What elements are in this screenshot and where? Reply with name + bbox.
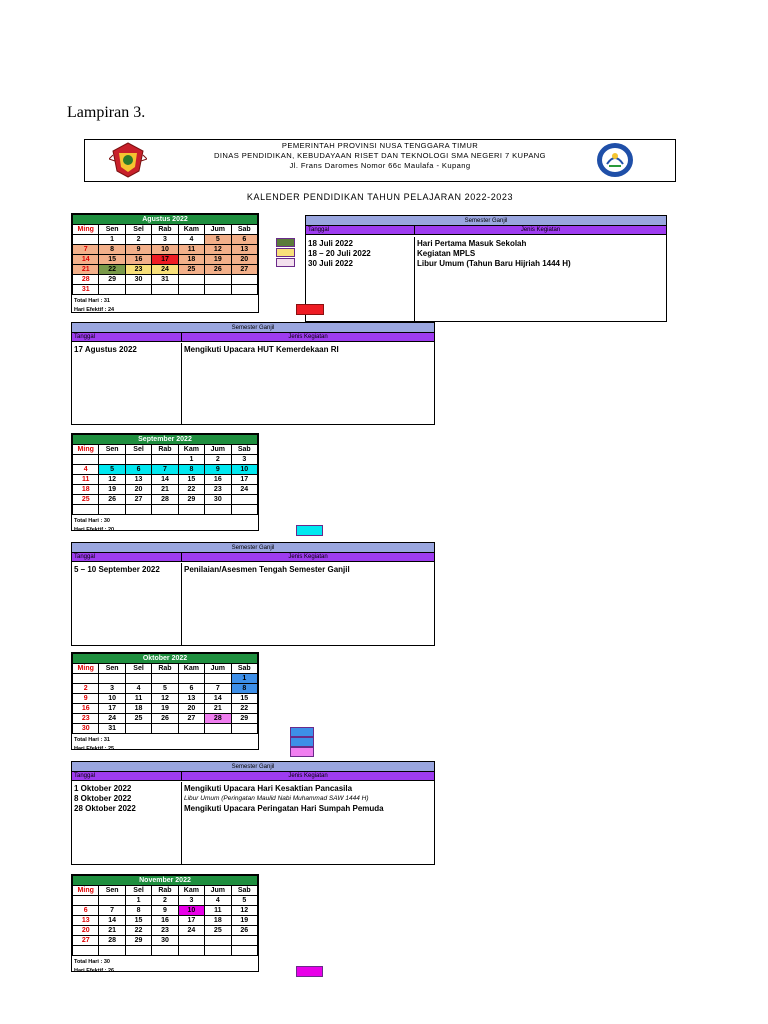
date-cell bbox=[205, 674, 231, 684]
date-cell: 26 bbox=[231, 926, 257, 936]
date-cell: 30 bbox=[73, 724, 99, 734]
date-cell: 9 bbox=[125, 245, 151, 255]
date-cell: 27 bbox=[178, 714, 204, 724]
calendar-oktober-table bbox=[72, 653, 258, 734]
date-cell bbox=[73, 455, 99, 465]
kegiatan-column bbox=[182, 782, 434, 864]
date-cell: 31 bbox=[73, 285, 99, 295]
day-name: Jum bbox=[205, 225, 231, 235]
column-header bbox=[72, 333, 434, 342]
date-cell: 28 bbox=[73, 275, 99, 285]
date-cell-pts: 10 bbox=[231, 465, 257, 475]
date-cell: 18 bbox=[73, 485, 99, 495]
date-cell bbox=[125, 455, 151, 465]
total-hari: Total Hari : 30 bbox=[74, 518, 110, 524]
jenis-header: Jenis Kegiatan bbox=[520, 227, 561, 233]
date-cell: 10 bbox=[99, 694, 125, 704]
date-cell: 20 bbox=[231, 255, 257, 265]
activity-table-september bbox=[71, 542, 435, 646]
day-name: Rab bbox=[152, 664, 178, 674]
date-cell: 20 bbox=[73, 926, 99, 936]
semester-header: Semester Ganjil bbox=[72, 762, 434, 772]
column-header bbox=[72, 553, 434, 562]
hari-efektif: Hari Efektif : 24 bbox=[74, 307, 115, 313]
tanggal-header: Tanggal bbox=[72, 553, 182, 561]
date-cell bbox=[73, 505, 99, 515]
document-title: KALENDER PENDIDIKAN TAHUN PELAJARAN 2022-2023 bbox=[246, 192, 514, 202]
activity-date: 8 Oktober 2022 bbox=[74, 794, 132, 803]
day-name: Rab bbox=[152, 445, 178, 455]
date-cell: 2 bbox=[125, 235, 151, 245]
date-cell: 11 bbox=[178, 245, 204, 255]
date-cell: 31 bbox=[99, 724, 125, 734]
date-cell: 16 bbox=[125, 255, 151, 265]
date-cell: 27 bbox=[73, 936, 99, 946]
date-cell: 22 bbox=[125, 926, 151, 936]
letterhead-line-3: Jl. Frans Daromes Nomor 66c Maulafa - Kupang bbox=[289, 161, 471, 170]
date-cell: 4 bbox=[205, 896, 231, 906]
date-cell: 30 bbox=[125, 275, 151, 285]
day-name: Rab bbox=[152, 886, 178, 896]
date-cell: 17 bbox=[231, 475, 257, 485]
date-cell bbox=[178, 285, 204, 295]
date-cell bbox=[231, 275, 257, 285]
date-cell bbox=[125, 285, 151, 295]
legend-swatch-light bbox=[276, 258, 295, 267]
activity-table-juli bbox=[305, 215, 667, 322]
date-cell: 3 bbox=[178, 896, 204, 906]
date-cell: 7 bbox=[73, 245, 99, 255]
date-cell-event: 28 bbox=[205, 714, 231, 724]
calendar-november-table bbox=[72, 875, 258, 956]
legend-swatch-yellow bbox=[276, 248, 295, 257]
date-cell-holiday: 17 bbox=[152, 255, 178, 265]
date-cell: 11 bbox=[125, 694, 151, 704]
activity-date: 18 Juli 2022 bbox=[308, 239, 353, 248]
date-cell bbox=[205, 936, 231, 946]
date-cell: 21 bbox=[73, 265, 99, 275]
date-cell: 14 bbox=[205, 694, 231, 704]
date-cell: 24 bbox=[178, 926, 204, 936]
date-cell: 15 bbox=[125, 916, 151, 926]
day-name: Jum bbox=[205, 664, 231, 674]
activity-body bbox=[72, 563, 434, 645]
date-cell: 15 bbox=[99, 255, 125, 265]
day-name: Sen bbox=[99, 225, 125, 235]
date-cell bbox=[125, 724, 151, 734]
date-cell: 6 bbox=[73, 906, 99, 916]
calendar-footer bbox=[72, 515, 258, 537]
calendar-footer bbox=[72, 295, 258, 317]
day-name: Sab bbox=[231, 445, 257, 455]
date-cell: 29 bbox=[125, 936, 151, 946]
date-cell: 24 bbox=[231, 485, 257, 495]
date-cell: 6 bbox=[231, 235, 257, 245]
total-hari: Total Hari : 30 bbox=[74, 959, 110, 965]
day-name: Ming bbox=[73, 445, 99, 455]
date-cell-pts: 9 bbox=[205, 465, 231, 475]
activity-date: 30 Juli 2022 bbox=[308, 259, 353, 268]
date-cell bbox=[231, 505, 257, 515]
date-cell: 23 bbox=[205, 485, 231, 495]
date-cell bbox=[152, 724, 178, 734]
legend-swatch-green bbox=[276, 238, 295, 247]
date-cell bbox=[205, 275, 231, 285]
date-cell: 1 bbox=[178, 455, 204, 465]
date-cell bbox=[73, 674, 99, 684]
date-cell: 29 bbox=[231, 714, 257, 724]
lampiran-label: Lampiran 3. bbox=[67, 104, 146, 121]
date-cell bbox=[152, 946, 178, 956]
date-cell: 25 bbox=[178, 265, 204, 275]
month-title: September 2022 bbox=[73, 435, 258, 445]
tanggal-header: Tanggal bbox=[306, 226, 415, 234]
date-cell: 1 bbox=[125, 896, 151, 906]
date-cell: 15 bbox=[231, 694, 257, 704]
date-cell: 18 bbox=[125, 704, 151, 714]
calendar-agustus-table bbox=[72, 214, 258, 295]
date-cell: 8 bbox=[99, 245, 125, 255]
total-hari: Total Hari : 31 bbox=[74, 737, 110, 743]
date-cell: 11 bbox=[73, 475, 99, 485]
date-cell bbox=[152, 505, 178, 515]
calendar-oktober bbox=[71, 652, 259, 750]
date-cell: 3 bbox=[231, 455, 257, 465]
date-cell: 22 bbox=[99, 265, 125, 275]
legend-swatch-cyan bbox=[296, 525, 323, 536]
date-cell bbox=[178, 505, 204, 515]
month-title: Agustus 2022 bbox=[73, 215, 258, 225]
calendar-footer bbox=[72, 956, 258, 978]
day-name: Ming bbox=[73, 664, 99, 674]
column-header bbox=[72, 772, 434, 781]
activity-date: 1 Oktober 2022 bbox=[74, 784, 132, 793]
date-cell: 9 bbox=[152, 906, 178, 916]
date-cell: 25 bbox=[205, 926, 231, 936]
letterhead-line-2: DINAS PENDIDIKAN, KEBUDAYAAN RISET DAN TEKNOLOGI SMA NEGERI 7 KUPANG bbox=[213, 151, 546, 160]
jenis-header: Jenis Kegiatan bbox=[288, 334, 328, 340]
calendar-september-table bbox=[72, 434, 258, 515]
date-cell: 27 bbox=[125, 495, 151, 505]
date-cell: 31 bbox=[152, 275, 178, 285]
date-cell: 4 bbox=[73, 465, 99, 475]
tanggal-header: Tanggal bbox=[72, 333, 182, 341]
date-cell: 7 bbox=[205, 684, 231, 694]
date-cell: 14 bbox=[73, 255, 99, 265]
day-name: Jum bbox=[205, 445, 231, 455]
date-cell: 16 bbox=[205, 475, 231, 485]
date-cell-pts: 5 bbox=[99, 465, 125, 475]
activity-item: Mengikuti Upacara Peringatan Hari Sumpah Pemuda bbox=[184, 804, 384, 813]
date-cell: 21 bbox=[152, 485, 178, 495]
day-name: Sel bbox=[125, 225, 151, 235]
activity-item: Mengikuti Upacara Hari Kesaktian Pancasila bbox=[184, 784, 353, 793]
date-cell: 1 bbox=[99, 235, 125, 245]
date-cell bbox=[178, 946, 204, 956]
date-cell bbox=[73, 235, 99, 245]
date-cell: 24 bbox=[152, 265, 178, 275]
day-name: Sel bbox=[125, 445, 151, 455]
legend-swatch-blue bbox=[290, 727, 314, 737]
date-cell: 25 bbox=[73, 495, 99, 505]
date-cell: 10 bbox=[152, 245, 178, 255]
date-cell: 5 bbox=[205, 235, 231, 245]
date-cell bbox=[205, 505, 231, 515]
activity-date: 28 Oktober 2022 bbox=[74, 804, 136, 813]
date-cell bbox=[99, 285, 125, 295]
legend-swatch-magenta bbox=[296, 966, 323, 977]
date-cell bbox=[231, 495, 257, 505]
semester-header: Semester Ganjil bbox=[306, 216, 666, 226]
date-cell: 28 bbox=[152, 495, 178, 505]
activity-item: Kegiatan MPLS bbox=[417, 249, 476, 258]
date-cell: 20 bbox=[125, 485, 151, 495]
tanggal-header: Tanggal bbox=[72, 772, 182, 780]
activity-item: Libur Umum (Peringatan Maulid Nabi Muhammad SAW 1444 H) bbox=[184, 795, 369, 802]
activity-body bbox=[72, 782, 434, 864]
activity-item: Libur Umum (Tahun Baru Hijriah 1444 H) bbox=[417, 259, 571, 268]
date-cell bbox=[205, 946, 231, 956]
date-cell: 29 bbox=[178, 495, 204, 505]
day-name: Kam bbox=[178, 886, 204, 896]
date-cell: 29 bbox=[99, 275, 125, 285]
jenis-header: Jenis Kegiatan bbox=[288, 554, 328, 560]
date-cell: 2 bbox=[152, 896, 178, 906]
date-cell: 13 bbox=[125, 475, 151, 485]
column-header bbox=[306, 226, 666, 235]
date-cell bbox=[178, 724, 204, 734]
tut-wuri-handayani-logo-icon bbox=[595, 142, 635, 178]
date-column bbox=[72, 563, 182, 645]
date-cell: 18 bbox=[205, 916, 231, 926]
day-name: Kam bbox=[178, 445, 204, 455]
ntt-province-emblem-icon bbox=[109, 141, 147, 179]
date-cell: 12 bbox=[231, 906, 257, 916]
day-name: Sab bbox=[231, 225, 257, 235]
day-name: Sen bbox=[99, 886, 125, 896]
date-cell: 11 bbox=[205, 906, 231, 916]
date-cell: 23 bbox=[73, 714, 99, 724]
day-name: Ming bbox=[73, 886, 99, 896]
date-column bbox=[72, 782, 182, 864]
day-name: Ming bbox=[73, 225, 99, 235]
day-name: Kam bbox=[178, 225, 204, 235]
date-cell bbox=[73, 896, 99, 906]
semester-header: Semester Ganjil bbox=[72, 543, 434, 553]
date-cell bbox=[205, 724, 231, 734]
hari-efektif: Hari Efektif : 25 bbox=[74, 746, 115, 752]
date-cell bbox=[73, 946, 99, 956]
date-cell: 2 bbox=[205, 455, 231, 465]
date-cell: 20 bbox=[178, 704, 204, 714]
date-cell: 13 bbox=[231, 245, 257, 255]
date-cell bbox=[99, 674, 125, 684]
date-cell: 26 bbox=[152, 714, 178, 724]
date-cell bbox=[231, 285, 257, 295]
day-name: Sen bbox=[99, 664, 125, 674]
day-name: Sab bbox=[231, 886, 257, 896]
day-name: Sen bbox=[99, 445, 125, 455]
date-cell: 30 bbox=[152, 936, 178, 946]
activity-body bbox=[72, 343, 434, 424]
date-cell: 25 bbox=[125, 714, 151, 724]
kegiatan-column bbox=[182, 343, 434, 424]
day-name: Rab bbox=[152, 225, 178, 235]
day-name: Sel bbox=[125, 664, 151, 674]
hari-efektif: Hari Efektif : 20 bbox=[74, 527, 115, 533]
date-cell bbox=[99, 946, 125, 956]
jenis-header: Jenis Kegiatan bbox=[288, 773, 328, 779]
date-cell: 21 bbox=[99, 926, 125, 936]
date-cell: 21 bbox=[205, 704, 231, 714]
date-cell: 26 bbox=[205, 265, 231, 275]
date-cell bbox=[231, 946, 257, 956]
date-cell: 22 bbox=[231, 704, 257, 714]
total-hari: Total Hari : 31 bbox=[74, 298, 110, 304]
date-cell: 15 bbox=[178, 475, 204, 485]
kegiatan-column bbox=[415, 237, 666, 321]
calendar-agustus bbox=[71, 213, 259, 313]
activity-item: Penilaian/Asesmen Tengah Semester Ganjil bbox=[184, 565, 350, 574]
date-cell-pts: 6 bbox=[125, 465, 151, 475]
date-cell bbox=[125, 946, 151, 956]
activity-date: 18 – 20 Juli 2022 bbox=[308, 249, 371, 258]
date-cell: 14 bbox=[152, 475, 178, 485]
date-cell: 17 bbox=[99, 704, 125, 714]
day-name: Kam bbox=[178, 664, 204, 674]
activity-item: Mengikuti Upacara HUT Kemerdekaan RI bbox=[184, 345, 339, 354]
letterhead-line-1: PEMERINTAH PROVINSI NUSA TENGGARA TIMUR bbox=[281, 141, 479, 150]
letterhead bbox=[84, 139, 676, 182]
date-cell bbox=[99, 455, 125, 465]
date-cell bbox=[205, 285, 231, 295]
day-name: Jum bbox=[205, 886, 231, 896]
activity-item: Hari Pertama Masuk Sekolah bbox=[417, 239, 527, 248]
date-cell: 22 bbox=[178, 485, 204, 495]
date-column bbox=[72, 343, 182, 424]
date-cell bbox=[178, 936, 204, 946]
date-cell: 30 bbox=[205, 495, 231, 505]
activity-date: 5 – 10 September 2022 bbox=[74, 565, 160, 574]
calendar-september bbox=[71, 433, 259, 531]
activity-date: 17 Agustus 2022 bbox=[74, 345, 137, 354]
date-cell: 24 bbox=[99, 714, 125, 724]
date-cell bbox=[125, 674, 151, 684]
semester-header: Semester Ganjil bbox=[72, 323, 434, 333]
date-cell: 5 bbox=[231, 896, 257, 906]
date-cell: 17 bbox=[178, 916, 204, 926]
kegiatan-column bbox=[182, 563, 434, 645]
activity-table-agustus bbox=[71, 322, 435, 425]
date-cell-pts: 7 bbox=[152, 465, 178, 475]
date-cell: 13 bbox=[178, 694, 204, 704]
date-cell: 12 bbox=[152, 694, 178, 704]
date-cell: 12 bbox=[205, 245, 231, 255]
date-cell-pts: 8 bbox=[178, 465, 204, 475]
date-cell: 2 bbox=[73, 684, 99, 694]
date-cell-event: 10 bbox=[178, 906, 204, 916]
date-cell bbox=[231, 936, 257, 946]
date-cell: 3 bbox=[152, 235, 178, 245]
date-cell bbox=[152, 674, 178, 684]
date-cell bbox=[178, 275, 204, 285]
date-cell: 6 bbox=[178, 684, 204, 694]
date-cell: 28 bbox=[99, 936, 125, 946]
date-cell bbox=[152, 455, 178, 465]
date-cell: 13 bbox=[73, 916, 99, 926]
legend-swatch-pink bbox=[290, 747, 314, 757]
date-cell: 16 bbox=[73, 704, 99, 714]
date-cell bbox=[231, 724, 257, 734]
date-cell: 19 bbox=[231, 916, 257, 926]
date-cell: 3 bbox=[99, 684, 125, 694]
calendar-footer bbox=[72, 734, 258, 756]
calendar-november bbox=[71, 874, 259, 972]
date-cell: 14 bbox=[99, 916, 125, 926]
date-cell: 16 bbox=[152, 916, 178, 926]
date-cell bbox=[99, 896, 125, 906]
date-cell: 18 bbox=[178, 255, 204, 265]
date-cell bbox=[178, 674, 204, 684]
date-cell bbox=[125, 505, 151, 515]
date-cell: 5 bbox=[152, 684, 178, 694]
date-cell: 23 bbox=[125, 265, 151, 275]
date-cell-event: 1 bbox=[231, 674, 257, 684]
date-cell: 26 bbox=[99, 495, 125, 505]
legend-swatch-blue bbox=[290, 737, 314, 747]
date-cell: 19 bbox=[205, 255, 231, 265]
day-name: Sab bbox=[231, 664, 257, 674]
day-name: Sel bbox=[125, 886, 151, 896]
date-cell: 8 bbox=[125, 906, 151, 916]
date-cell: 7 bbox=[99, 906, 125, 916]
legend-swatch-red bbox=[296, 304, 324, 315]
date-cell: 12 bbox=[99, 475, 125, 485]
date-cell bbox=[99, 505, 125, 515]
date-cell: 4 bbox=[125, 684, 151, 694]
date-cell: 23 bbox=[152, 926, 178, 936]
hari-efektif: Hari Efektif : 26 bbox=[74, 968, 115, 974]
letterhead-text bbox=[165, 141, 595, 171]
month-title: Oktober 2022 bbox=[73, 654, 258, 664]
date-cell: 19 bbox=[152, 704, 178, 714]
activity-body bbox=[306, 237, 666, 321]
date-cell bbox=[152, 285, 178, 295]
date-cell-event: 8 bbox=[231, 684, 257, 694]
month-title: November 2022 bbox=[73, 876, 258, 886]
date-cell: 9 bbox=[73, 694, 99, 704]
date-cell: 19 bbox=[99, 485, 125, 495]
date-cell: 4 bbox=[178, 235, 204, 245]
activity-table-oktober bbox=[71, 761, 435, 865]
date-cell: 27 bbox=[231, 265, 257, 275]
